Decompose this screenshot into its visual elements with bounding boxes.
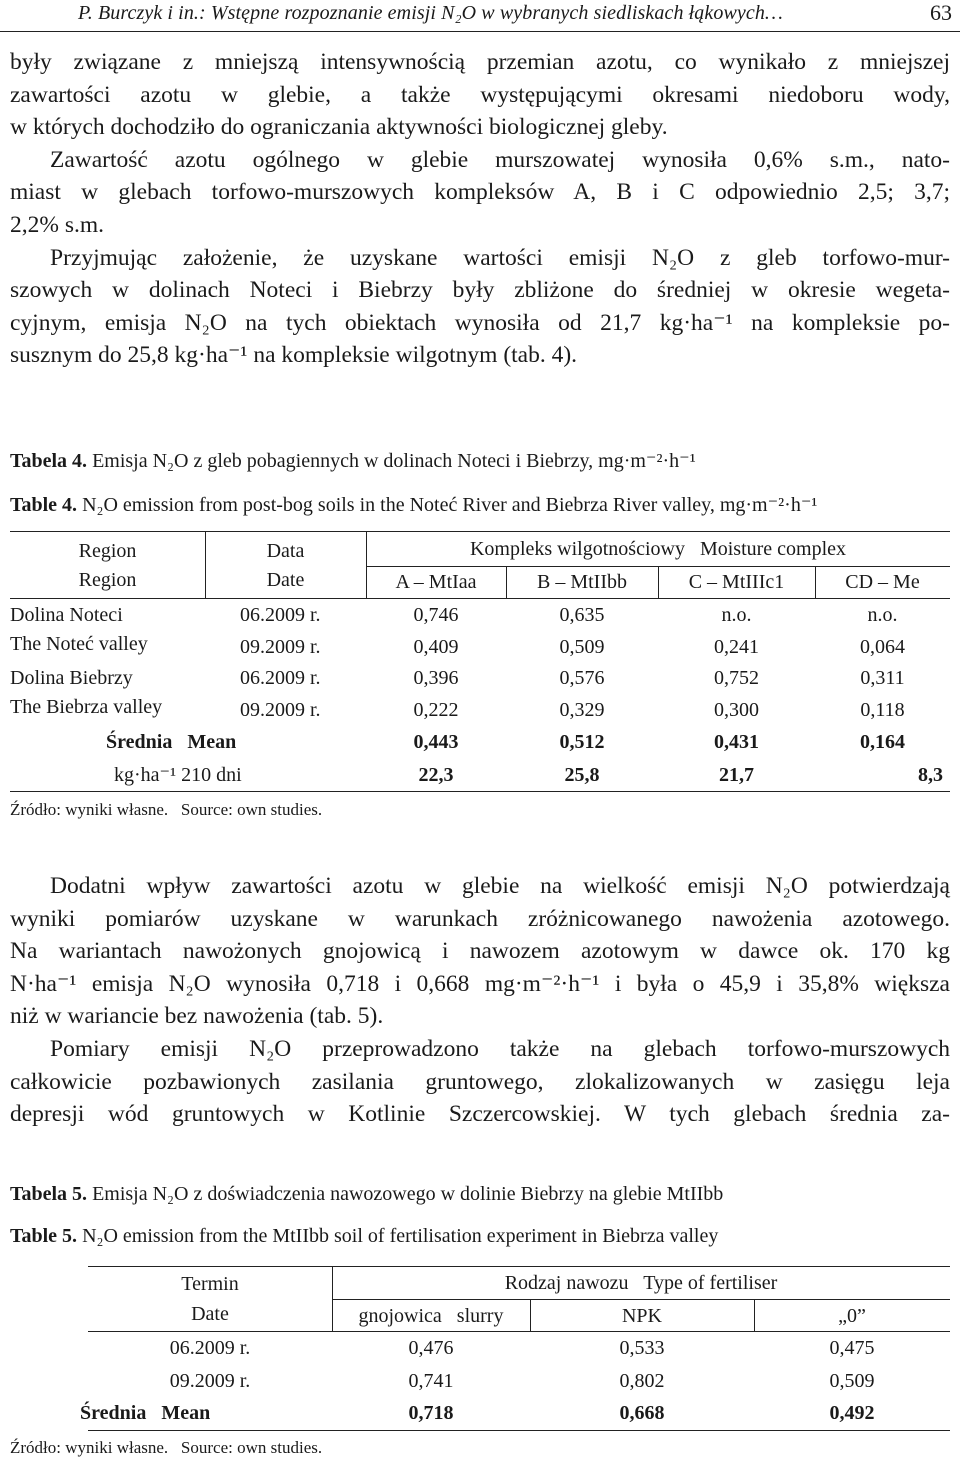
table4-cell: 0,064 (860, 636, 905, 658)
table5-head-fert: Rodzaj nawozu Type of fertiliser (504, 1272, 778, 1294)
table5-head-term-pl: Termin (181, 1273, 239, 1295)
table5-row-date: 09.2009 r. (169, 1370, 251, 1392)
paragraph-line: Dodatni wpływ zawartości azotu w glebie na wielkość emisji N₂O potwierdzają (50, 873, 950, 899)
table4-head-date-en: Date (266, 569, 305, 591)
table5-col-zero: „0” (838, 1305, 866, 1327)
table4-source: Źródło: wyniki własne. Source: own studies. (10, 800, 323, 819)
table5-mean-cell: 0,718 (408, 1402, 454, 1424)
table5-label-pl: Tabela 5. (10, 1183, 88, 1205)
table4-cell: 0,576 (559, 667, 605, 689)
table4-label-en: Table 4. (10, 494, 78, 516)
header-rule (0, 31, 960, 32)
table5-cell: 0,509 (829, 1370, 875, 1392)
table4-cell: 0,311 (860, 667, 905, 689)
table4-row-date: 09.2009 r. (240, 636, 321, 658)
table5-cell: 0,476 (408, 1337, 454, 1359)
table4-col-b: B – MtIIbb (537, 571, 627, 593)
table4-cell: n.o. (867, 604, 898, 626)
table4-top-rule (10, 531, 950, 532)
paragraph-line: susznym do 25,8 kg·ha⁻¹ na kompleksie wilgotnym (tab. 4). (10, 342, 578, 369)
table4-mean-cell: 0,164 (860, 731, 905, 753)
table4-caption-pl (10, 448, 696, 473)
table5-mean-cell: 0,492 (829, 1402, 875, 1424)
table5-cell: 0,741 (408, 1370, 454, 1392)
table4-cell: 0,241 (714, 636, 759, 658)
table4-kg-cell: 22,3 (418, 764, 454, 786)
page-number: 63 (930, 0, 952, 25)
table4-row-date: 06.2009 r. (240, 604, 321, 626)
paragraph-line: Pomiary emisji N₂O przeprowadzono także na glebach torfowo-murszowych (50, 1035, 950, 1062)
table5-cell: 0,475 (829, 1337, 875, 1359)
table4-row-region: The Noteć valley (10, 633, 148, 655)
table5-mean-label: Średnia Mean (80, 1402, 211, 1424)
table4-head-date-pl: Data (266, 540, 305, 562)
paragraph-2 (10, 870, 950, 1131)
paragraph-line: depresji wód gruntowych w Kotlinie Szczercowskiej. W tych glebach średnia za- (10, 1101, 950, 1128)
paragraph-line: 2,2% s.m. (10, 211, 104, 238)
table5-col-slurry: gnojowica slurry (358, 1305, 504, 1327)
table5-label-en: Table 5. (10, 1225, 78, 1247)
table5-row-date: 06.2009 r. (169, 1337, 251, 1359)
table4-head-rule (10, 598, 950, 599)
table4-col-a: A – MtIaa (395, 571, 477, 593)
table4-cell: 0,118 (860, 699, 905, 721)
table4-title-pl: Emisja N₂O z gleb pobagiennych w dolinach Noteci i Biebrzy, mg·m⁻²·h⁻¹ (92, 450, 696, 472)
table4-cell: 0,329 (559, 699, 605, 721)
table5-head-term-en: Date (191, 1303, 229, 1325)
paragraph-line: wyniki pomiarów uzyskane w warunkach zróżnicowanego nawożenia azotowego. (10, 905, 950, 932)
table4-cell: 0,300 (714, 699, 759, 721)
table4-kg-label: kg·ha⁻¹ 210 dni (114, 764, 242, 786)
table5-caption-en (10, 1225, 718, 1248)
paragraph-1 (10, 46, 950, 372)
table4-col-c: C – MtIIIc1 (688, 571, 785, 593)
running-header (0, 0, 960, 32)
table5-caption-pl (10, 1183, 723, 1206)
table4-cell: 0,752 (714, 667, 759, 689)
table4-row-region: Dolina Noteci (10, 604, 123, 626)
paragraph-line: N·ha⁻¹ emisja N₂O wynosiła 0,718 i 0,668 mg·m⁻²·h⁻¹ i była o 45,9 i 35,8% większa (10, 970, 950, 997)
table4-row-date: 06.2009 r. (240, 667, 321, 689)
table5-head-rule (88, 1331, 950, 1332)
table4-label-pl: Tabela 4. (10, 450, 88, 472)
paragraph-line: zawartości azotu w glebie, a także występującymi okresami niedoboru wody, (10, 81, 950, 108)
table4-caption-en (10, 492, 817, 517)
table4-head-region-pl: Region (78, 540, 137, 562)
table4-cell: 0,396 (413, 667, 459, 689)
table4-row-region: The Biebrza valley (10, 696, 163, 718)
paragraph-line: miast w glebach torfowo-murszowych kompleksów A, B i C odpowiednio 2,5; 3,7; (10, 179, 950, 206)
table4-cell: 0,746 (413, 604, 459, 626)
paragraph-line: całkowicie pozbawionych zasilania gruntowego, zlokalizowanych w zasięgu leja (10, 1068, 950, 1095)
table4-bottom-rule (10, 791, 950, 792)
table4-kg-cell: 25,8 (564, 764, 600, 786)
table4-cell: 0,635 (559, 604, 605, 626)
table4-kg-cell: 8,3 (918, 764, 943, 786)
table5-source: Źródło: wyniki własne. Source: own studies. (10, 1438, 323, 1457)
table5-cell: 0,533 (619, 1337, 665, 1359)
table5-col-npk: NPK (621, 1305, 662, 1327)
table4-mean-cell: 0,431 (714, 731, 759, 753)
paragraph-line: Zawartość azotu ogólnego w glebie murszowatej wynosiła 0,6% s.m., nato- (50, 146, 950, 173)
table4-head-region-en: Region (78, 569, 137, 591)
paragraph-line: były związane z mniejszą intensywnością przemian azotu, co wynikało z mniejszej (10, 49, 950, 75)
paragraph-line: Przyjmując założenie, że uzyskane wartości emisji N₂O z gleb torfowo-mur- (50, 244, 950, 271)
table4-cell: n.o. (721, 604, 752, 626)
table4-mean-label: Średnia Mean (106, 731, 237, 753)
paragraph-line: cyjnym, emisja N₂O na tych obiektach wynosiła od 21,7 kg·ha⁻¹ na kompleksie po- (10, 309, 950, 336)
paragraph-line: szowych w dolinach Noteci i Biebrzy były zbliżone do średniej w okresie wegeta- (10, 277, 950, 304)
table5-cell: 0,802 (619, 1370, 665, 1392)
paragraph-line: niż w wariancie bez nawożenia (tab. 5). (10, 1003, 384, 1030)
table5-title-en: N₂O emission from the MtIIbb soil of fertilisation experiment in Biebrza valley (82, 1225, 719, 1247)
table5-bottom-rule (88, 1430, 950, 1431)
table5-mean-cell: 0,668 (619, 1402, 665, 1424)
paragraph-line: Na wariantach nawożonych gnojowicą i nawozem azotowym w dawce ok. 170 kg (10, 938, 950, 965)
table4-kg-cell: 21,7 (719, 764, 754, 786)
table4-mean-cell: 0,512 (559, 731, 605, 753)
table4-col-cd: CD – Me (845, 571, 920, 593)
table4-row-date: 09.2009 r. (240, 699, 321, 721)
table5-mid-rule (332, 1299, 950, 1300)
running-title: P. Burczyk i in.: Wstępne rozpoznanie emisji N₂O w wybranych siedliskach łąkowych… (78, 2, 783, 24)
table4-row-region: Dolina Biebrzy (10, 667, 133, 689)
table4-cell: 0,509 (559, 636, 605, 658)
paragraph-line: w których dochodziło do ograniczania aktywności biologicznej gleby. (10, 114, 668, 141)
table4-title-en: N₂O emission from post-bog soils in the Noteć River and Biebrza River valley, mg·m⁻²·h⁻¹ (82, 494, 818, 516)
table4-head-complex: Kompleks wilgotnościowy Moisture complex (469, 538, 847, 560)
table5-title-pl: Emisja N₂O z doświadczenia nawozowego w dolinie Biebrzy na glebie MtIIbb (92, 1183, 724, 1205)
table4-mean-cell: 0,443 (413, 731, 459, 753)
table5-top-rule (88, 1266, 950, 1267)
table4-cell: 0,409 (413, 636, 459, 658)
table4-cell: 0,222 (413, 699, 459, 721)
